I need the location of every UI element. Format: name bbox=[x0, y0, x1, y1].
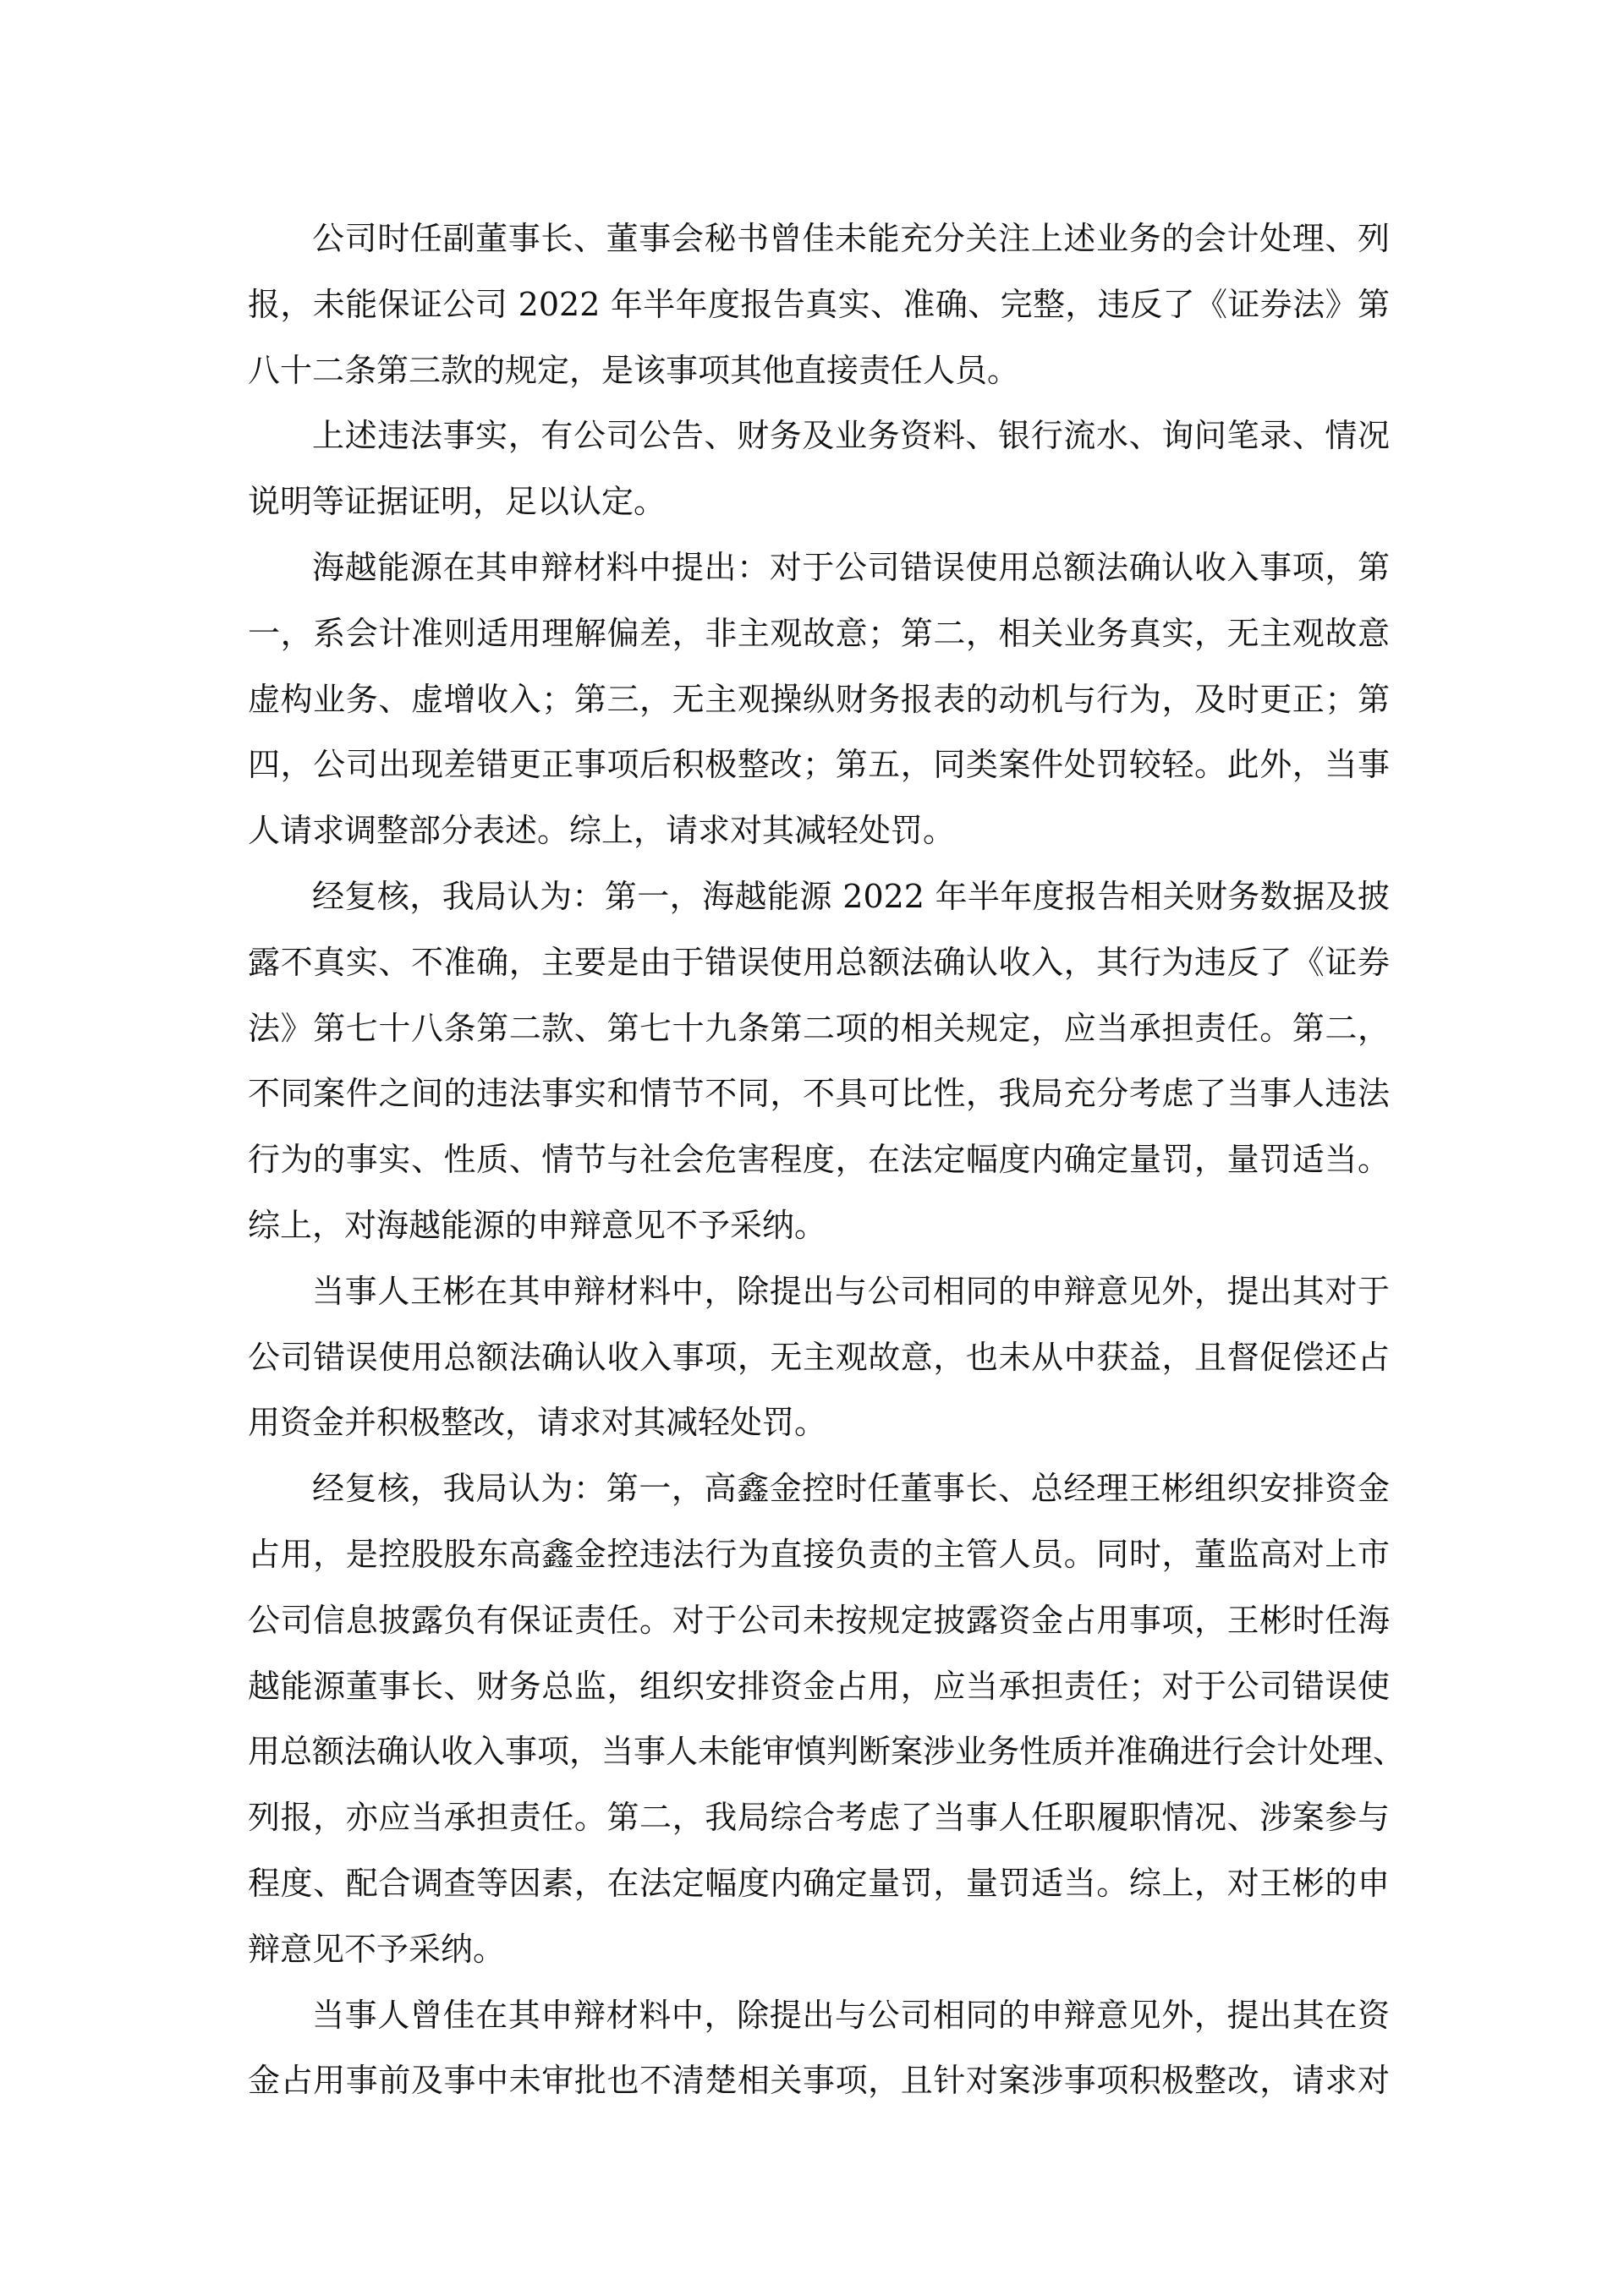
text-line: 不同案件之间的违法事实和情节不同，不具可比性，我局充分考虑了当事人违法 bbox=[248, 1075, 1390, 1113]
text-line: 公司信息披露负有保证责任。对于公司未按规定披露资金占用事项，王彬时任海 bbox=[248, 1601, 1390, 1639]
paragraph bbox=[248, 403, 1390, 535]
paragraph bbox=[248, 864, 1390, 1259]
text-line: 经复核，我局认为：第一，高鑫金控时任董事长、总经理王彬组织安排资金 bbox=[312, 1470, 1390, 1508]
paragraph bbox=[248, 1983, 1390, 2115]
paragraph bbox=[248, 1456, 1406, 1982]
text-line: 法》第七十八条第二款、第七十九条第二项的相关规定，应当承担责任。第二， bbox=[248, 1009, 1390, 1047]
text-line: 越能源董事长、财务总监，组织安排资金占用，应当承担责任；对于公司错误使 bbox=[248, 1667, 1390, 1705]
text-line: 用总额法确认收入事项，当事人未能审慎判断案涉业务性质并准确进行会计处理、 bbox=[248, 1733, 1406, 1771]
paragraph bbox=[248, 206, 1390, 403]
text-line: 八十二条第三款的规定，是该事项其他直接责任人员。 bbox=[248, 351, 1020, 389]
text-line: 当事人王彬在其申辩材料中，除提出与公司相同的申辩意见外，提出其对于 bbox=[312, 1272, 1390, 1310]
text-line: 行为的事实、性质、情节与社会危害程度，在法定幅度内确定量罚，量罚适当。 bbox=[248, 1141, 1390, 1179]
text-line: 说明等证据证明，足以认定。 bbox=[248, 483, 667, 521]
text-line: 一，系会计准则适用理解偏差，非主观故意；第二，相关业务真实，无主观故意 bbox=[248, 614, 1390, 652]
text-line: 人请求调整部分表述。综上，请求对其减轻处罚。 bbox=[248, 812, 956, 850]
text-line: 四，公司出现差错更正事项后积极整改；第五，同类案件处罚较轻。此外，当事 bbox=[248, 746, 1390, 784]
text-line: 虚构业务、虚增收入；第三，无主观操纵财务报表的动机与行为，及时更正；第 bbox=[248, 680, 1390, 718]
text-line: 占用，是控股股东高鑫金控违法行为直接负责的主管人员。同时，董监高对上市 bbox=[248, 1535, 1390, 1573]
text-line: 海越能源在其申辩材料中提出：对于公司错误使用总额法确认收入事项，第 bbox=[312, 548, 1390, 586]
paragraph bbox=[248, 1259, 1390, 1456]
text-line: 上述违法事实，有公司公告、财务及业务资料、银行流水、询问笔录、情况 bbox=[312, 417, 1390, 455]
text-line: 用资金并积极整改，请求对其减轻处罚。 bbox=[248, 1404, 827, 1442]
text-line: 公司时任副董事长、董事会秘书曾佳未能充分关注上述业务的会计处理、列 bbox=[312, 220, 1390, 257]
text-line: 程度、配合调查等因素，在法定幅度内确定量罚，量罚适当。综上，对王彬的申 bbox=[248, 1864, 1390, 1902]
text-line: 金占用事前及事中未审批也不清楚相关事项，且针对案涉事项积极整改，请求对 bbox=[248, 2062, 1390, 2100]
text-line: 经复核，我局认为：第一，海越能源 2022 年半年度报告相关财务数据及披 bbox=[312, 877, 1390, 915]
text-line: 公司错误使用总额法确认收入事项，无主观故意，也未从中获益，且督促偿还占 bbox=[248, 1338, 1390, 1376]
paragraph bbox=[248, 535, 1390, 864]
document-body bbox=[248, 206, 1406, 2114]
text-line: 露不真实、不准确，主要是由于错误使用总额法确认收入，其行为违反了《证券 bbox=[248, 943, 1390, 981]
text-line: 当事人曾佳在其申辩材料中，除提出与公司相同的申辩意见外，提出其在资 bbox=[312, 1996, 1390, 2034]
text-line: 列报，亦应当承担责任。第二，我局综合考虑了当事人任职履职情况、涉案参与 bbox=[248, 1799, 1390, 1837]
text-line: 报，未能保证公司 2022 年半年度报告真实、准确、完整，违反了《证券法》第 bbox=[248, 285, 1390, 323]
text-line: 辩意见不予采纳。 bbox=[248, 1930, 506, 1968]
text-line: 综上，对海越能源的申辩意见不予采纳。 bbox=[248, 1206, 827, 1244]
